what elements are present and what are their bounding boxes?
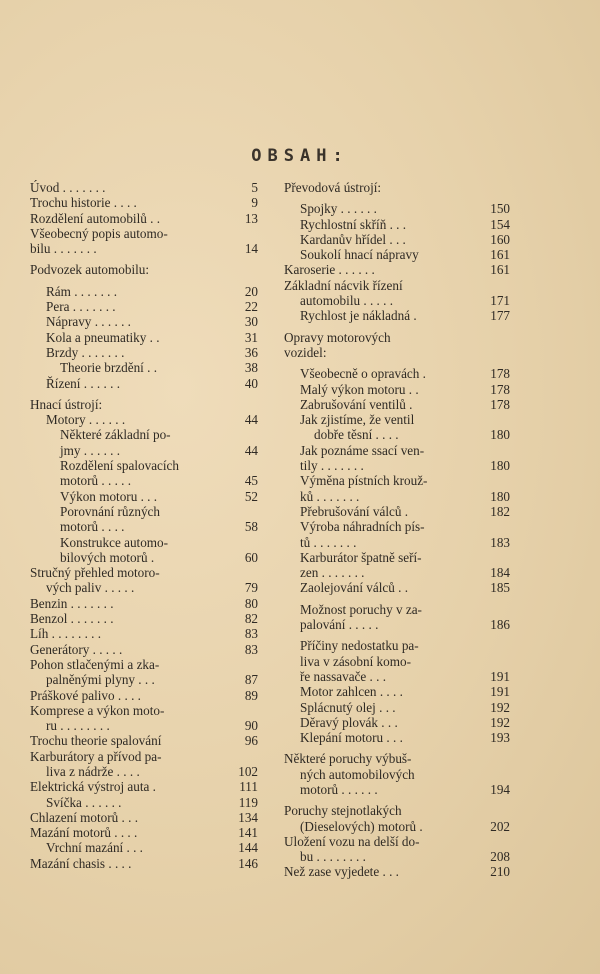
toc-entry-title: tů . . . . . . .	[300, 534, 357, 550]
toc-entry-page: 161	[490, 247, 510, 263]
toc-entry-title: Rozdělení automobilů . .	[30, 210, 161, 226]
toc-entry	[284, 803, 510, 818]
toc-entry-title: Kardanův hřídel . . .	[300, 231, 406, 247]
toc-entry	[284, 834, 510, 849]
toc-entry-title: (Dieselových) motorů .	[300, 818, 423, 834]
toc-entry	[30, 703, 258, 718]
toc-entry	[284, 345, 510, 360]
page-title: OBSAH:	[251, 146, 349, 166]
toc-entry	[30, 718, 258, 733]
toc-entry	[30, 360, 258, 375]
toc-entry-page: 79	[244, 580, 258, 596]
toc-entry-title: bu . . . . . . . .	[300, 849, 366, 865]
toc-entry-title: Základní nácvik řízení	[284, 277, 403, 293]
toc-entry-page: 44	[244, 412, 258, 428]
toc-entry-title: Jak poznáme ssací ven-	[300, 442, 425, 458]
toc-entry	[30, 749, 258, 764]
toc-entry-title: Děravý plovák . . .	[300, 714, 398, 730]
toc-entry	[30, 226, 258, 241]
toc-entry-page: 182	[490, 503, 510, 519]
toc-entry-title: automobilu . . . . .	[300, 293, 394, 309]
toc-entry	[284, 180, 510, 195]
toc-entry-page: 31	[244, 329, 258, 345]
toc-entry	[30, 535, 258, 550]
toc-entry	[30, 840, 258, 855]
toc-entry-page: 20	[244, 283, 258, 299]
toc-entry	[284, 669, 510, 684]
toc-entry	[284, 715, 510, 730]
toc-entry-title: Splácnutý olej . . .	[300, 699, 396, 715]
toc-right-column	[284, 180, 510, 880]
toc-entry-page: 185	[490, 580, 510, 596]
toc-entry	[284, 247, 510, 262]
toc-entry	[284, 504, 510, 519]
toc-entry	[284, 366, 510, 381]
toc-entry	[284, 443, 510, 458]
toc-entry-page: 5	[251, 180, 258, 195]
toc-entry-page: 210	[490, 864, 510, 880]
toc-entry-page: 83	[244, 626, 258, 642]
toc-entry-page: 192	[490, 699, 510, 715]
toc-entry-title: Motory . . . . . .	[46, 412, 126, 428]
toc-entry	[284, 308, 510, 323]
toc-entry	[284, 412, 510, 427]
toc-entry-page: 183	[490, 534, 510, 550]
toc-entry-title: ků . . . . . . .	[300, 488, 360, 504]
toc-entry	[284, 278, 510, 293]
toc-entry	[284, 201, 510, 216]
toc-entry	[30, 642, 258, 657]
toc-entry-title: Řízení . . . . . .	[46, 375, 120, 391]
toc-entry	[284, 262, 510, 277]
toc-entry-page: 171	[490, 293, 510, 309]
toc-entry-title: palování . . . . .	[300, 617, 379, 633]
toc-entry-title: Výměna pístních krouž-	[300, 473, 428, 489]
toc-entry	[284, 700, 510, 715]
toc-entry	[30, 299, 258, 314]
toc-entry	[30, 611, 258, 626]
toc-entry-title: Karburátory a přívod pa-	[30, 748, 162, 764]
toc-entry-page: 141	[238, 825, 258, 841]
toc-entry	[284, 849, 510, 864]
toc-entry-page: 202	[490, 818, 510, 834]
toc-entry-page: 177	[490, 308, 510, 324]
toc-entry-title: jmy . . . . . .	[60, 442, 121, 458]
toc-entry-title: Trochu theorie spalování	[30, 733, 162, 749]
toc-entry-page: 111	[239, 779, 258, 795]
toc-entry	[30, 764, 258, 779]
toc-entry-title: Svíčka . . . . . .	[46, 794, 122, 810]
toc-entry	[284, 751, 510, 766]
toc-entry	[30, 284, 258, 299]
toc-entry-page: 82	[244, 611, 258, 627]
toc-entry-title: Stručný přehled motoro-	[30, 565, 160, 581]
toc-entry-title: Rychlostní skříň . . .	[300, 216, 407, 232]
toc-entry	[30, 262, 258, 277]
toc-entry-title: Karburátor špatně seří-	[300, 549, 422, 565]
toc-entry-title: Hnací ústrojí:	[30, 396, 103, 412]
toc-entry-title: motorů . . . . . .	[300, 781, 378, 797]
toc-entry-page: 194	[490, 781, 510, 797]
toc-entry-title: Než zase vyjedete . . .	[284, 864, 399, 880]
toc-entry-title: Kola a pneumatiky . .	[46, 329, 160, 345]
toc-entry-title: Práškové palivo . . . .	[30, 687, 141, 703]
toc-entry-page: 178	[490, 381, 510, 397]
toc-entry-page: 60	[244, 549, 258, 565]
toc-entry-page: 144	[238, 840, 258, 856]
toc-entry	[284, 782, 510, 797]
toc-entry-page: 146	[238, 855, 258, 871]
toc-entry-title: ře nassavače . . .	[300, 668, 387, 684]
toc-entry-title: Příčiny nedostatku pa-	[300, 638, 419, 654]
toc-entry	[284, 767, 510, 782]
toc-entry-page: 90	[244, 718, 258, 734]
toc-entry-page: 36	[244, 344, 258, 360]
toc-entry-page: 191	[490, 668, 510, 684]
toc-entry-title: Podvozek automobilu:	[30, 262, 150, 278]
toc-entry-page: 30	[244, 314, 258, 330]
toc-entry-title: bilu . . . . . . .	[30, 241, 97, 257]
toc-entry-title: Konstrukce automo-	[60, 534, 169, 550]
toc-entry-title: Benzin . . . . . . .	[30, 595, 114, 611]
toc-entry-page: 178	[490, 366, 510, 382]
toc-entry-page: 22	[244, 299, 258, 315]
toc-entry-title: Převodová ústrojí:	[284, 180, 382, 195]
toc-entry-title: Benzol . . . . . . .	[30, 611, 114, 627]
toc-entry-page: 96	[244, 733, 258, 749]
toc-entry	[30, 458, 258, 473]
toc-entry-title: Rychlost je nákladná .	[300, 308, 417, 324]
toc-entry-title: Rám . . . . . . .	[46, 283, 118, 299]
toc-entry-page: 45	[244, 473, 258, 489]
toc-entry	[30, 580, 258, 595]
toc-entry-title: Klepání motoru . . .	[300, 730, 403, 746]
toc-entry-page: 160	[490, 231, 510, 247]
toc-entry	[284, 293, 510, 308]
toc-entry-title: Nápravy . . . . . .	[46, 314, 131, 330]
toc-entry-page: 134	[238, 809, 258, 825]
toc-entry-title: palněnými plyny . . .	[46, 672, 155, 688]
toc-entry-title: Výroba náhradních pís-	[300, 519, 425, 535]
toc-entry-title: Opravy motorových	[284, 329, 391, 345]
toc-entry	[284, 519, 510, 534]
toc-entry	[284, 397, 510, 412]
toc-entry	[284, 473, 510, 488]
toc-entry-page: 184	[490, 565, 510, 581]
toc-entry-title: Porovnání různých	[60, 503, 160, 519]
toc-entry	[284, 617, 510, 632]
toc-entry	[30, 412, 258, 427]
toc-entry-page: 102	[238, 763, 258, 779]
toc-entry	[30, 397, 258, 412]
toc-entry-title: tily . . . . . . .	[300, 458, 364, 474]
toc-entry-page: 180	[490, 427, 510, 443]
toc-entry-title: Všeobecně o opravách .	[300, 366, 426, 382]
toc-entry-title: dobře těsní . . . .	[314, 427, 399, 443]
toc-entry-title: Poruchy stejnotlakých	[284, 803, 402, 819]
toc-entry	[30, 427, 258, 442]
toc-entry	[284, 819, 510, 834]
toc-entry	[30, 195, 258, 210]
toc-entry	[284, 427, 510, 442]
toc-entry-title: Vrchní mazání . . .	[46, 840, 143, 856]
toc-entry	[284, 654, 510, 669]
toc-entry	[30, 550, 258, 565]
toc-entry	[30, 345, 258, 360]
toc-entry	[30, 596, 258, 611]
toc-entry	[30, 565, 258, 580]
toc-entry-page: 44	[244, 442, 258, 458]
toc-entry-title: ných automobilových	[300, 766, 415, 782]
toc-entry-title: Mazání chasis . . . .	[30, 855, 132, 871]
toc-entry	[30, 795, 258, 810]
toc-entry	[30, 376, 258, 391]
toc-entry-title: Pohon stlačenými a zka-	[30, 656, 160, 672]
toc-entry	[284, 458, 510, 473]
toc-entry-title: motorů . . . .	[60, 519, 125, 535]
toc-entry	[30, 688, 258, 703]
toc-entry-title: Přebrušování válců .	[300, 503, 409, 519]
toc-entry-title: Všeobecný popis automo-	[30, 225, 168, 241]
toc-entry	[30, 672, 258, 687]
toc-entry-title: Generátory . . . . .	[30, 641, 123, 657]
toc-entry-title: Brzdy . . . . . . .	[46, 344, 125, 360]
toc-entry-page: 14	[244, 241, 258, 257]
toc-entry-title: Komprese a výkon moto-	[30, 702, 165, 718]
toc-entry-title: zen . . . . . . .	[300, 565, 365, 581]
toc-entry	[284, 382, 510, 397]
toc-entry-title: vozidel:	[284, 344, 327, 360]
toc-entry-page: 193	[490, 730, 510, 746]
toc-entry-page: 119	[238, 794, 258, 810]
toc-entry	[284, 684, 510, 699]
toc-entry-page: 161	[490, 262, 510, 278]
toc-entry	[30, 211, 258, 226]
toc-entry	[30, 825, 258, 840]
toc-entry-title: Motor zahlcen . . . .	[300, 684, 403, 700]
toc-entry-title: ru . . . . . . . .	[46, 718, 110, 734]
toc-entry	[30, 626, 258, 641]
toc-entry-title: vých paliv . . . . .	[46, 580, 135, 596]
toc-entry-title: Theorie brzdění . .	[60, 360, 158, 376]
toc-entry-title: Karoserie . . . . . .	[284, 262, 375, 278]
toc-entry-title: Zabrušování ventilů .	[300, 396, 413, 412]
toc-entry-title: Výkon motoru . . .	[60, 488, 158, 504]
toc-entry-title: Některé základní po-	[60, 427, 171, 443]
toc-entry	[284, 535, 510, 550]
toc-entry	[284, 330, 510, 345]
toc-entry	[30, 180, 258, 195]
toc-entry	[30, 779, 258, 794]
toc-entry-title: motorů . . . . .	[60, 473, 132, 489]
toc-entry-title: Malý výkon motoru . .	[300, 381, 419, 397]
toc-left-column	[30, 180, 258, 871]
toc-entry-page: 13	[244, 210, 258, 226]
toc-entry-page: 40	[244, 375, 258, 391]
toc-entry-title: Líh . . . . . . . .	[30, 626, 102, 642]
toc-entry	[284, 550, 510, 565]
toc-entry-title: liva v zásobní komo-	[300, 653, 411, 669]
toc-entry	[284, 217, 510, 232]
toc-entry	[30, 657, 258, 672]
toc-entry-title: Spojky . . . . . .	[300, 201, 377, 217]
toc-entry-page: 191	[490, 684, 510, 700]
toc-entry-title: Soukolí hnací nápravy	[300, 247, 419, 263]
toc-entry	[284, 489, 510, 504]
toc-entry	[30, 489, 258, 504]
toc-entry	[30, 856, 258, 871]
toc-entry	[30, 519, 258, 534]
toc-entry-page: 83	[244, 641, 258, 657]
toc-entry-page: 58	[244, 519, 258, 535]
toc-entry-title: Uložení vozu na delší do-	[284, 833, 420, 849]
toc-entry-title: Jak zjistíme, že ventil	[300, 412, 415, 428]
toc-entry	[284, 232, 510, 247]
toc-entry	[30, 443, 258, 458]
toc-entry-page: 154	[490, 216, 510, 232]
toc-entry-title: Mazání motorů . . . .	[30, 825, 138, 841]
toc-entry	[30, 504, 258, 519]
toc-entry-page: 180	[490, 458, 510, 474]
toc-entry-title: Některé poruchy výbuš-	[284, 751, 412, 767]
toc-entry-title: bilových motorů .	[60, 549, 155, 565]
toc-entry-page: 52	[244, 488, 258, 504]
toc-entry	[30, 241, 258, 256]
toc-entry	[284, 730, 510, 745]
toc-entry-page: 87	[244, 672, 258, 688]
toc-entry	[30, 314, 258, 329]
toc-entry-page: 9	[251, 195, 258, 211]
toc-entry-title: Trochu historie . . . .	[30, 195, 137, 211]
toc-entry-page: 192	[490, 714, 510, 730]
toc-entry-page: 186	[490, 617, 510, 633]
toc-entry-page: 178	[490, 396, 510, 412]
toc-entry	[30, 810, 258, 825]
toc-entry	[30, 330, 258, 345]
toc-entry-title: Možnost poruchy v za-	[300, 601, 422, 617]
toc-entry	[30, 733, 258, 748]
toc-entry-page: 150	[490, 201, 510, 217]
toc-entry	[30, 473, 258, 488]
toc-entry-title: Elektrická výstroj auta .	[30, 779, 156, 795]
toc-entry-page: 80	[244, 595, 258, 611]
toc-entry-page: 89	[244, 687, 258, 703]
toc-entry	[284, 580, 510, 595]
toc-entry	[284, 864, 510, 879]
toc-entry-title: Rozdělení spalovacích	[60, 458, 180, 474]
toc-entry-title: Zaolejování válců . .	[300, 580, 409, 596]
toc-entry-page: 38	[244, 360, 258, 376]
toc-entry	[284, 565, 510, 580]
toc-entry-title: Úvod . . . . . . .	[30, 180, 106, 195]
toc-entry-page: 180	[490, 488, 510, 504]
toc-entry-title: Chlazení motorů . . .	[30, 809, 139, 825]
toc-entry-page: 208	[490, 849, 510, 865]
toc-entry	[284, 638, 510, 653]
toc-entry	[284, 602, 510, 617]
toc-entry-title: Pera . . . . . . .	[46, 299, 116, 315]
toc-entry-title: liva z nádrže . . . .	[46, 763, 140, 779]
